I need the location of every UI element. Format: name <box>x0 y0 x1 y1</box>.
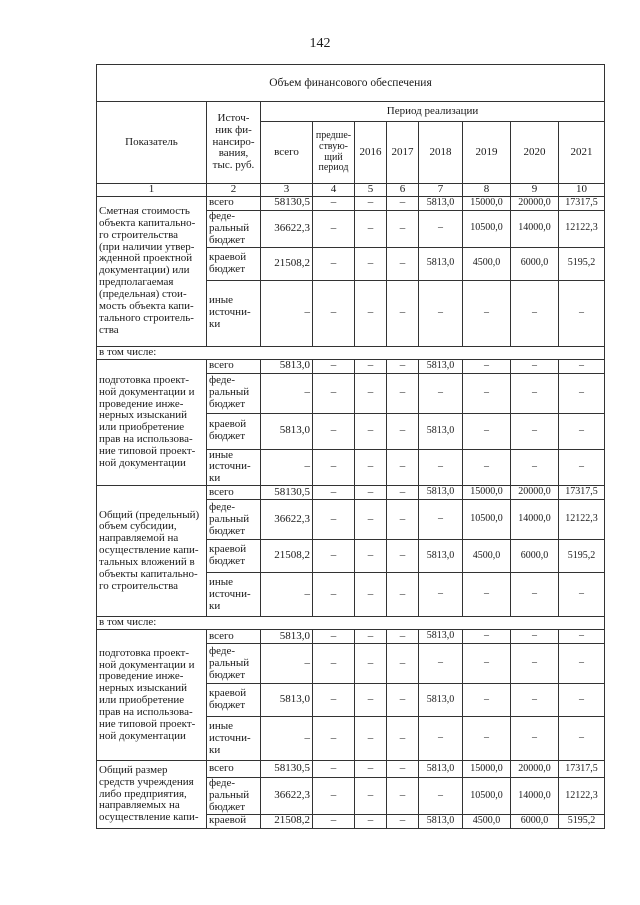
value-cell: 4500,0 <box>463 247 511 280</box>
value-cell: – <box>355 413 387 449</box>
value-cell: – <box>387 359 419 373</box>
value-cell: – <box>419 210 463 247</box>
value-cell: 14000,0 <box>511 500 559 540</box>
value-cell: – <box>387 814 419 828</box>
source-cell: краевой бюджет <box>207 684 261 717</box>
value-cell: 17317,5 <box>559 486 605 500</box>
indicator-design-documentation: подготовка проект- ной документации и проведение инже- нерных изысканий или приобретение прав на использова- ние типовой проект- ной документации <box>97 359 207 486</box>
value-cell: – <box>355 280 387 346</box>
header-year-2020: 2020 <box>511 122 559 184</box>
value-cell: – <box>387 486 419 500</box>
column-number: 8 <box>463 184 511 197</box>
value-cell: – <box>419 280 463 346</box>
value-cell: – <box>355 684 387 717</box>
subheading-row <box>97 346 605 359</box>
value-cell: – <box>261 373 313 413</box>
value-cell: – <box>313 684 355 717</box>
value-cell: 5195,2 <box>559 814 605 828</box>
value-cell: 14000,0 <box>511 210 559 247</box>
value-cell: – <box>355 717 387 761</box>
value-cell: – <box>419 500 463 540</box>
source-cell: иные источни- ки <box>207 573 261 617</box>
value-cell: 21508,2 <box>261 540 313 573</box>
table-row <box>97 486 605 500</box>
value-cell: – <box>355 644 387 684</box>
value-cell: – <box>387 644 419 684</box>
value-cell: – <box>313 717 355 761</box>
value-cell: – <box>355 196 387 210</box>
value-cell: – <box>559 413 605 449</box>
value-cell: 58130,5 <box>261 761 313 778</box>
value-cell: – <box>313 500 355 540</box>
value-cell: – <box>387 684 419 717</box>
value-cell: 12122,3 <box>559 210 605 247</box>
value-cell: – <box>559 280 605 346</box>
value-cell: – <box>387 540 419 573</box>
value-cell: – <box>355 761 387 778</box>
value-cell: 58130,5 <box>261 486 313 500</box>
source-cell: всего <box>207 486 261 500</box>
value-cell: – <box>511 449 559 486</box>
value-cell: – <box>559 359 605 373</box>
value-cell: – <box>355 500 387 540</box>
value-cell: – <box>419 573 463 617</box>
value-cell: 58130,5 <box>261 196 313 210</box>
header-indicator: Показатель <box>97 102 207 184</box>
value-cell: – <box>313 814 355 828</box>
column-number: 4 <box>313 184 355 197</box>
value-cell: 6000,0 <box>511 540 559 573</box>
value-cell: 5813,0 <box>419 630 463 644</box>
value-cell: 5813,0 <box>261 413 313 449</box>
value-cell: 5813,0 <box>419 814 463 828</box>
value-cell: – <box>387 717 419 761</box>
value-cell: 36622,3 <box>261 778 313 815</box>
value-cell: – <box>463 644 511 684</box>
value-cell: 5813,0 <box>419 761 463 778</box>
value-cell: – <box>355 814 387 828</box>
value-cell: 5813,0 <box>419 540 463 573</box>
value-cell: – <box>355 573 387 617</box>
source-cell: феде- ральный бюджет <box>207 210 261 247</box>
source-cell: всего <box>207 196 261 210</box>
column-number: 3 <box>261 184 313 197</box>
value-cell: – <box>387 373 419 413</box>
table-title: Объем финансового обеспечения <box>97 65 605 102</box>
value-cell: 5813,0 <box>419 413 463 449</box>
value-cell: – <box>355 359 387 373</box>
indicator-design-documentation: подготовка проект- ной документации и проведение инже- нерных изысканий или приобретение прав на использова- ние типовой проект- ной документации <box>97 630 207 761</box>
value-cell: 5813,0 <box>419 684 463 717</box>
value-cell: – <box>463 684 511 717</box>
indicator-institution-funds: Общий размер средств учреждения либо предприятия, направляемых на осуществление капи- <box>97 761 207 829</box>
value-cell: – <box>559 573 605 617</box>
header-year-2021: 2021 <box>559 122 605 184</box>
value-cell: 10500,0 <box>463 210 511 247</box>
value-cell: 21508,2 <box>261 247 313 280</box>
value-cell: – <box>313 540 355 573</box>
value-cell: 6000,0 <box>511 814 559 828</box>
value-cell: – <box>463 449 511 486</box>
value-cell: – <box>511 684 559 717</box>
table-row <box>97 359 605 373</box>
value-cell: – <box>463 573 511 617</box>
table-row <box>97 196 605 210</box>
value-cell: – <box>313 413 355 449</box>
source-cell: феде- ральный бюджет <box>207 778 261 815</box>
value-cell: – <box>313 630 355 644</box>
value-cell: 5813,0 <box>419 247 463 280</box>
value-cell: 17317,5 <box>559 196 605 210</box>
column-number: 5 <box>355 184 387 197</box>
value-cell: – <box>313 761 355 778</box>
value-cell: – <box>511 413 559 449</box>
value-cell: 5813,0 <box>419 486 463 500</box>
value-cell: – <box>261 280 313 346</box>
source-cell: иные источни- ки <box>207 280 261 346</box>
value-cell: 15000,0 <box>463 486 511 500</box>
column-number: 7 <box>419 184 463 197</box>
value-cell: 12122,3 <box>559 500 605 540</box>
value-cell: – <box>511 644 559 684</box>
value-cell: – <box>355 778 387 815</box>
source-cell: краевой бюджет <box>207 247 261 280</box>
title-row <box>97 65 605 102</box>
value-cell: – <box>511 717 559 761</box>
subheading-in-that-number: в том числе: <box>97 346 605 359</box>
value-cell: – <box>463 413 511 449</box>
value-cell: – <box>313 196 355 210</box>
value-cell: 17317,5 <box>559 761 605 778</box>
value-cell: – <box>387 500 419 540</box>
page-number: 142 <box>309 36 331 51</box>
table-row <box>97 761 605 778</box>
source-cell: всего <box>207 630 261 644</box>
value-cell: – <box>313 280 355 346</box>
value-cell: 5813,0 <box>261 359 313 373</box>
value-cell: – <box>511 373 559 413</box>
value-cell: – <box>559 449 605 486</box>
value-cell: – <box>387 449 419 486</box>
value-cell: 21508,2 <box>261 814 313 828</box>
source-cell: всего <box>207 761 261 778</box>
financing-table <box>96 64 605 829</box>
value-cell: 4500,0 <box>463 814 511 828</box>
value-cell: – <box>559 717 605 761</box>
value-cell: – <box>313 486 355 500</box>
value-cell: – <box>355 449 387 486</box>
header-period: Период реализации <box>261 102 605 122</box>
value-cell: 4500,0 <box>463 540 511 573</box>
value-cell: 12122,3 <box>559 778 605 815</box>
value-cell: – <box>261 644 313 684</box>
value-cell: – <box>419 778 463 815</box>
value-cell: 20000,0 <box>511 761 559 778</box>
value-cell: 5813,0 <box>419 359 463 373</box>
value-cell: – <box>355 373 387 413</box>
subheading-row <box>97 617 605 630</box>
source-cell: феде- ральный бюджет <box>207 500 261 540</box>
source-cell: краевой бюджет <box>207 413 261 449</box>
value-cell: 36622,3 <box>261 500 313 540</box>
value-cell: – <box>419 449 463 486</box>
value-cell: – <box>559 373 605 413</box>
source-cell: феде- ральный бюджет <box>207 644 261 684</box>
indicator-subsidy-volume: Общий (предельный) объем субсидии, направляемой на осуществление капи- тальных вложений в объекты капитально- го строительства <box>97 486 207 617</box>
indicator-estimated-cost: Сметная стоимость объекта капитально- го строительства (при наличии утвер- жденной проектной документации) или предполагаемая (предельная) стои- мость объекта капи- тального строитель- ства <box>97 196 207 346</box>
value-cell: – <box>419 644 463 684</box>
column-numbers-row <box>97 184 605 197</box>
value-cell: – <box>313 449 355 486</box>
value-cell: – <box>387 630 419 644</box>
value-cell: – <box>355 540 387 573</box>
value-cell: – <box>387 210 419 247</box>
value-cell: – <box>387 413 419 449</box>
value-cell: – <box>355 210 387 247</box>
value-cell: – <box>313 247 355 280</box>
value-cell: – <box>463 373 511 413</box>
source-cell: феде- ральный бюджет <box>207 373 261 413</box>
value-cell: – <box>511 280 559 346</box>
source-cell: иные источни- ки <box>207 717 261 761</box>
value-cell: – <box>387 778 419 815</box>
source-cell: краевой бюджет <box>207 540 261 573</box>
value-cell: – <box>387 247 419 280</box>
value-cell: – <box>355 630 387 644</box>
value-cell: – <box>511 630 559 644</box>
value-cell: – <box>559 630 605 644</box>
value-cell: – <box>511 359 559 373</box>
value-cell: – <box>261 717 313 761</box>
value-cell: 5813,0 <box>261 684 313 717</box>
value-cell: 10500,0 <box>463 778 511 815</box>
value-cell: 20000,0 <box>511 196 559 210</box>
header-source: Источ- ник фи- нансиро- вания, тыс. руб. <box>207 102 261 184</box>
column-number: 10 <box>559 184 605 197</box>
value-cell: – <box>463 717 511 761</box>
value-cell: – <box>313 778 355 815</box>
value-cell: – <box>313 573 355 617</box>
source-cell: всего <box>207 359 261 373</box>
value-cell: – <box>313 373 355 413</box>
value-cell: 14000,0 <box>511 778 559 815</box>
source-cell: краевой <box>207 814 261 828</box>
value-cell: – <box>387 280 419 346</box>
value-cell: – <box>261 573 313 617</box>
value-cell: 5813,0 <box>419 196 463 210</box>
value-cell: 6000,0 <box>511 247 559 280</box>
value-cell: – <box>387 196 419 210</box>
table-row <box>97 630 605 644</box>
value-cell: – <box>463 630 511 644</box>
value-cell: – <box>511 573 559 617</box>
source-cell: иные источни- ки <box>207 449 261 486</box>
value-cell: – <box>313 210 355 247</box>
column-number: 9 <box>511 184 559 197</box>
header-year-2017: 2017 <box>387 122 419 184</box>
value-cell: – <box>463 280 511 346</box>
column-number: 1 <box>97 184 207 197</box>
value-cell: 5813,0 <box>261 630 313 644</box>
value-cell: 15000,0 <box>463 761 511 778</box>
value-cell: – <box>463 359 511 373</box>
value-cell: – <box>355 486 387 500</box>
value-cell: 5195,2 <box>559 540 605 573</box>
header-row-1 <box>97 102 605 122</box>
header-year-2018: 2018 <box>419 122 463 184</box>
subheading-in-that-number: в том числе: <box>97 617 605 630</box>
value-cell: – <box>313 359 355 373</box>
header-total: всего <box>261 122 313 184</box>
value-cell: – <box>419 717 463 761</box>
header-year-2019: 2019 <box>463 122 511 184</box>
column-number: 2 <box>207 184 261 197</box>
value-cell: – <box>355 247 387 280</box>
column-number: 6 <box>387 184 419 197</box>
header-previous-period: предше- ствую- щий период <box>313 122 355 184</box>
value-cell: 5195,2 <box>559 247 605 280</box>
value-cell: – <box>387 761 419 778</box>
value-cell: – <box>559 684 605 717</box>
value-cell: – <box>313 644 355 684</box>
value-cell: 10500,0 <box>463 500 511 540</box>
value-cell: 15000,0 <box>463 196 511 210</box>
value-cell: – <box>559 644 605 684</box>
value-cell: – <box>387 573 419 617</box>
value-cell: 36622,3 <box>261 210 313 247</box>
value-cell: – <box>261 449 313 486</box>
header-year-2016: 2016 <box>355 122 387 184</box>
value-cell: – <box>419 373 463 413</box>
value-cell: 20000,0 <box>511 486 559 500</box>
